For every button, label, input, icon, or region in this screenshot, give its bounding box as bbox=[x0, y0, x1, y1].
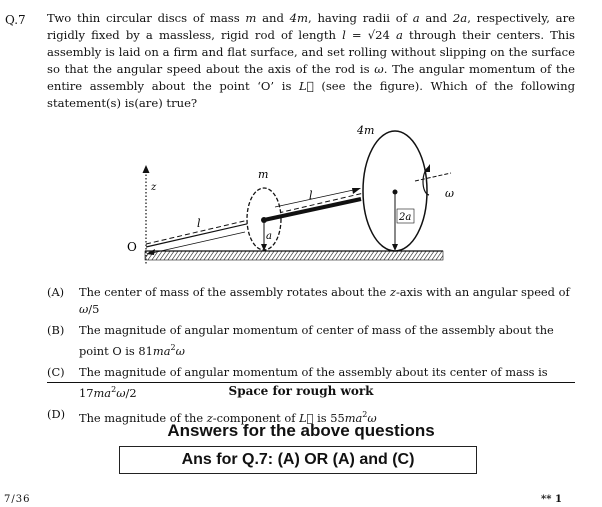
question-stem: Two thin circular discs of mass m and 4m, having radii of a and 2a, respectively, are rigidly fixed by a massless, rigid rod of length l = √24 a through their centers. This assembly is laid on a firm and flat surface, and set rolling without slipping on the surface so that the angular speed about the axis of the rod is ω. The angular momentum of the entire assembly about the point ‘O’ is L⃗ (see the figure). Which of the following statement(s) is(are) true? bbox=[47, 11, 575, 110]
length-l-right-label: l bbox=[309, 189, 313, 202]
answers-title: Answers for the above questions bbox=[167, 421, 435, 440]
page-number: 7/36 bbox=[4, 494, 31, 505]
option-text: The center of mass of the assembly rotates about the z-axis with an angular speed of ω/5 bbox=[79, 285, 570, 316]
option-a[interactable] bbox=[47, 284, 582, 318]
option-text: The magnitude of the z-component of L⃗ is $55ma^2\omega$ bbox=[79, 409, 377, 425]
option-letter: (C) bbox=[47, 364, 65, 379]
rough-work-label: Space for rough work bbox=[228, 384, 374, 398]
rod-line-o-to-small-disc bbox=[146, 220, 264, 247]
question-number: Q.7 bbox=[5, 13, 26, 27]
option-letter: (B) bbox=[47, 323, 65, 337]
length-l-left-label: l bbox=[197, 217, 201, 230]
option-text: The magnitude of angular momentum of center of mass of the assembly about the point O is $81ma^2\omega$ bbox=[79, 323, 554, 358]
options-list bbox=[47, 284, 582, 430]
option-b[interactable] bbox=[47, 322, 582, 360]
option-letter: (A) bbox=[47, 285, 65, 299]
z-label: z bbox=[151, 182, 157, 193]
footer-mark: ** 1 bbox=[541, 494, 562, 505]
answer-box: Ans for Q.7: (A) OR (A) and (C) bbox=[119, 446, 477, 474]
mass-4m-label: 4m bbox=[357, 124, 375, 137]
option-letter: (D) bbox=[47, 406, 66, 421]
radius-2a-label: 2a bbox=[399, 212, 412, 223]
divider bbox=[47, 382, 575, 383]
physics-figure bbox=[125, 115, 455, 265]
radius-a-label: a bbox=[266, 231, 272, 242]
omega-label: ω bbox=[445, 187, 454, 200]
mass-m-label: m bbox=[258, 168, 269, 181]
point-o-label: O bbox=[127, 240, 137, 254]
option-text: The magnitude of angular momentum of the assembly about its center of mass is $17ma^2\omega/2$ bbox=[79, 364, 548, 400]
z-axis-arrowhead bbox=[143, 165, 150, 173]
ground-surface bbox=[145, 251, 443, 260]
